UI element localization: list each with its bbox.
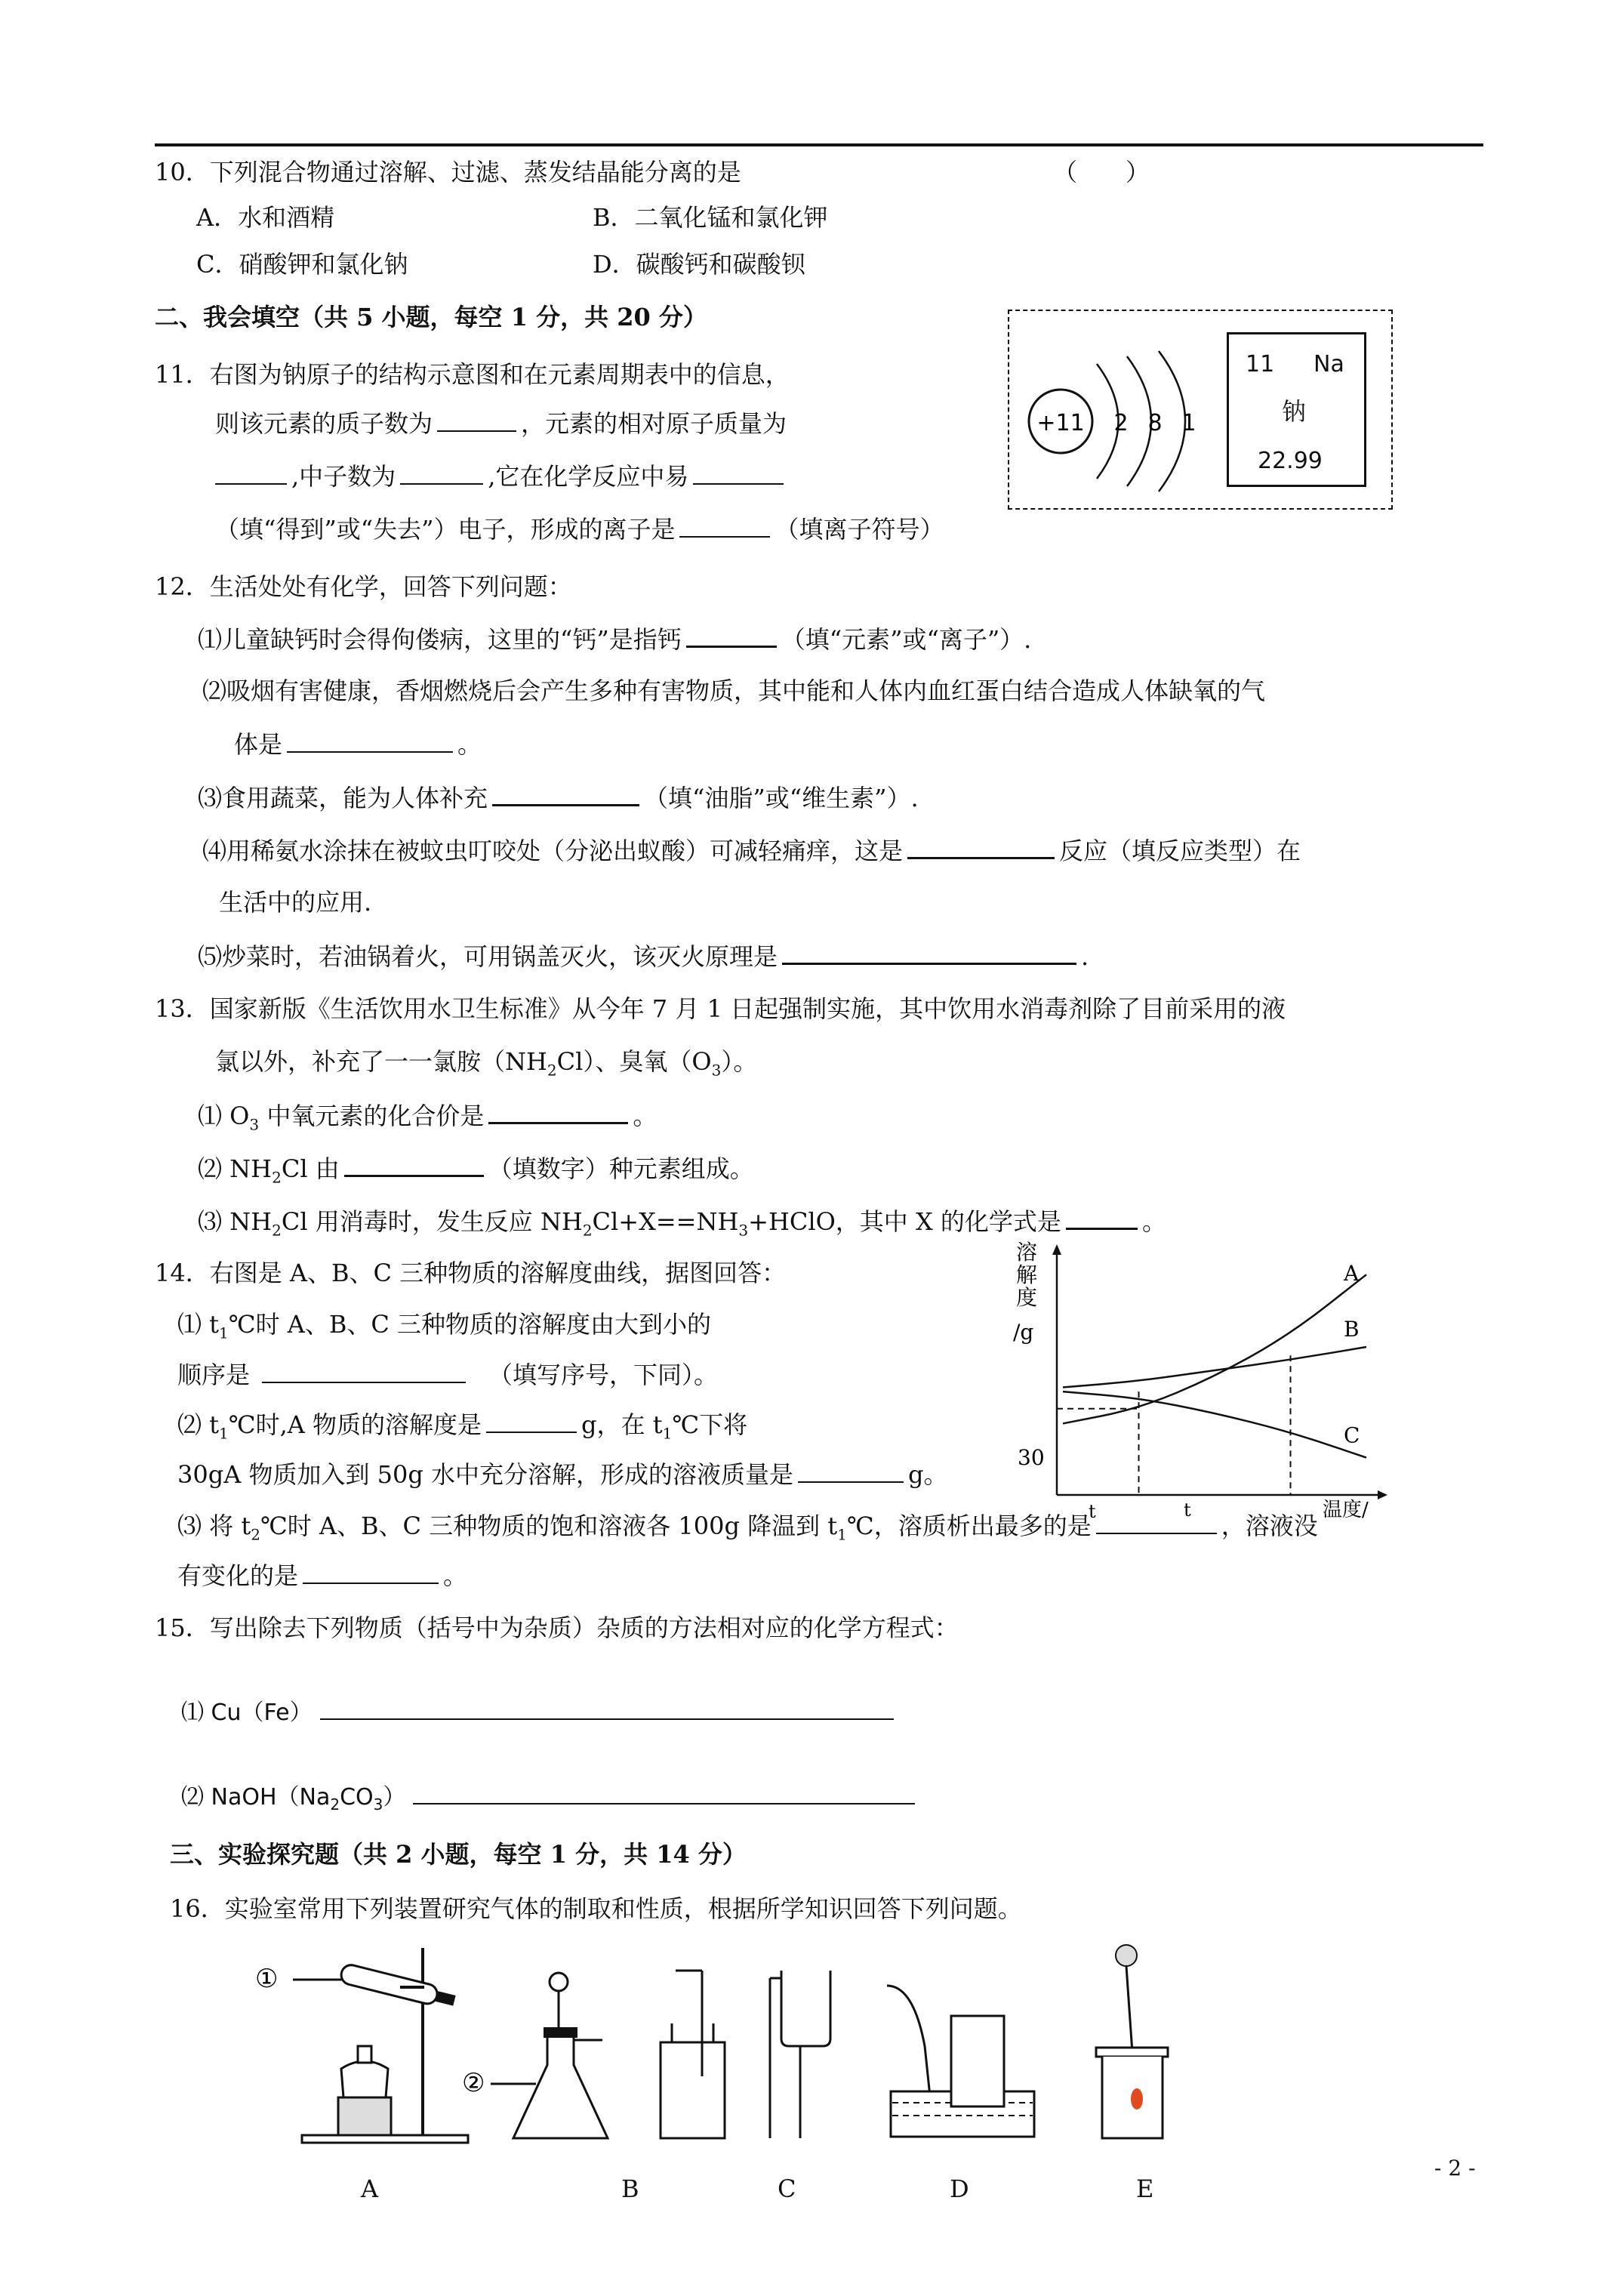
- apparatus-b: [462, 1973, 608, 2138]
- q14-sub: 2: [251, 1525, 260, 1544]
- apparatus-label-d: D: [950, 2174, 969, 2203]
- section-2-heading: 二、我会填空（共 5 小题，每空 1 分，共 20 分）: [155, 303, 707, 331]
- q12-stem: 12．生活处处有化学，回答下列问题：: [155, 572, 572, 601]
- q10-option-a: A．水和酒精: [196, 203, 335, 232]
- q11-text: ,它在化学反应中易: [488, 462, 689, 491]
- q12-part3: [198, 781, 919, 813]
- q11-text: ,中子数为: [291, 462, 396, 491]
- series-label-A: A: [1344, 1261, 1360, 1287]
- q15-text: ⑴ Cu（Fe）: [181, 1700, 313, 1726]
- q13-blank-2[interactable]: [344, 1152, 484, 1177]
- q12-text: ⑸炒菜时，若油锅着火，可用锅盖灭火，该灭火原理是: [198, 942, 778, 971]
- q13-sub: 2: [582, 1221, 593, 1240]
- apparatus-c: [661, 1971, 725, 2138]
- q12-blank-1[interactable]: [686, 623, 777, 648]
- q13-sub: 2: [272, 1168, 282, 1187]
- element-symbol: Na: [1313, 351, 1344, 378]
- q13-text: ⑶ NH: [198, 1207, 273, 1236]
- q12-text: 体是: [234, 730, 283, 759]
- series-label-C: C: [1344, 1422, 1360, 1448]
- q14-part3-line2: [177, 1560, 467, 1591]
- label-mark-2: ②: [462, 2068, 485, 2098]
- q12-text: （填“元素”或“离子”）.: [781, 625, 1032, 654]
- q11-line3: [215, 461, 788, 492]
- q13-sub: 3: [711, 1061, 722, 1080]
- q14-part2-line2: [177, 1459, 948, 1490]
- q11-line4: [215, 513, 944, 544]
- q13-text: Cl 用消毒时，发生反应 NH: [281, 1207, 583, 1236]
- q11-text: ，元素的相对原子质量为: [521, 409, 787, 438]
- y-label-line: 溶: [1016, 1240, 1038, 1265]
- q12-blank-4[interactable]: [907, 834, 1055, 859]
- q14-text: g。: [908, 1460, 948, 1489]
- q12-blank-5[interactable]: [782, 940, 1076, 965]
- q13-part2: [198, 1152, 754, 1192]
- x-axis-arrow-icon: [1378, 1490, 1387, 1499]
- q13-text: +HClO，其中 X 的化学式是: [748, 1207, 1061, 1236]
- y-label-line: 度: [1016, 1285, 1038, 1310]
- lab-apparatus-figure: [249, 1940, 1223, 2159]
- q10-option-b: B．二氧化锰和氯化钾: [593, 203, 828, 232]
- apparatus-label-b: B: [621, 2174, 639, 2203]
- q14-text: ⑶ 将 t: [177, 1512, 251, 1540]
- q12-text: ⑷用稀氨水涂抹在被蚊虫叮咬处（分泌出蚁酸）可减轻痛痒，这是: [202, 837, 904, 865]
- q14-text: 30gA 物质加入到 50g 水中充分溶解，形成的溶液质量是: [177, 1460, 794, 1489]
- flame-icon: [1131, 2088, 1143, 2110]
- q12-blank-3[interactable]: [492, 781, 639, 806]
- apparatus-e: [887, 1986, 1034, 2137]
- q13-text: 。: [633, 1102, 658, 1130]
- q14-part1-line1: [177, 1309, 711, 1348]
- q14-text: 顺序是: [177, 1361, 251, 1389]
- q14-blank-2[interactable]: [486, 1409, 577, 1433]
- x-tick-t2: t: [1184, 1499, 1191, 1521]
- y-axis-label: [1013, 1240, 1044, 1345]
- q13-blank-1[interactable]: [488, 1099, 628, 1124]
- apparatus-a: [255, 1948, 468, 2143]
- q13-line1: 13．国家新版《生活饮用水卫生标准》从今年 7 月 1 日起强制实施，其中饮用水消毒剂除了目前采用的液: [155, 994, 1286, 1023]
- q14-text: ℃时 A、B、C 三种物质的饱和溶液各 100g 降温到 t: [260, 1512, 838, 1540]
- solubility-chart: [996, 1238, 1389, 1540]
- q13-sub: 2: [547, 1061, 557, 1080]
- q14-text: ，溶液没: [1221, 1512, 1318, 1540]
- q13-text: 中氧元素的化合价是: [259, 1102, 485, 1130]
- q11-line1: 11．右图为钠原子的结构示意图和在元素周期表中的信息，: [155, 360, 790, 389]
- q13-text: ⑵ NH: [198, 1154, 273, 1183]
- nucleus-charge: +11: [1036, 410, 1085, 436]
- q15-text: CO: [340, 1784, 374, 1811]
- shell-electrons-1: 2: [1113, 410, 1129, 436]
- curve-C: [1063, 1391, 1366, 1457]
- q14-blank-5[interactable]: [303, 1560, 439, 1584]
- q13-sub: 3: [249, 1115, 260, 1134]
- x-axis-label: 温度/: [1323, 1499, 1369, 1521]
- q13-text: Cl）、臭氧（O: [556, 1047, 712, 1076]
- q14-sub: 1: [837, 1525, 847, 1544]
- atomic-mass: 22.99: [1258, 448, 1323, 474]
- atomic-number: 11: [1246, 351, 1275, 378]
- q14-blank-3[interactable]: [798, 1459, 904, 1483]
- q14-text: ⑵ t: [177, 1410, 220, 1439]
- q11-text: （填离子符号）: [775, 515, 944, 544]
- q12-text: 反应（填反应类型）在: [1059, 837, 1301, 865]
- q14-sub: 1: [662, 1424, 673, 1443]
- q14-text: 。: [443, 1561, 468, 1590]
- shell-electrons-3: 1: [1181, 410, 1196, 436]
- x-tick-t1: t: [1089, 1501, 1096, 1522]
- q13-part1: [198, 1099, 657, 1139]
- q12-text: ⑴儿童缺钙时会得佝偻病，这里的“钙”是指钙: [198, 625, 682, 654]
- periodic-cell: [1227, 332, 1366, 487]
- q14-text: ℃时 A、B、C 三种物质的溶解度由大到小的: [228, 1310, 712, 1339]
- label-mark-1: ①: [255, 1964, 279, 1994]
- q15-blank-2[interactable]: [413, 1780, 915, 1804]
- q12-text: （填“油脂”或“维生素”）.: [644, 784, 919, 812]
- q13-sub: 2: [272, 1221, 282, 1240]
- q14-blank-1[interactable]: [262, 1359, 466, 1383]
- q12-part4-line2: 生活中的应用.: [219, 888, 372, 917]
- q11-blank-mass[interactable]: [215, 461, 287, 485]
- q14-text: ℃下将: [672, 1410, 748, 1439]
- header-rule: [155, 143, 1483, 146]
- q14-text: ℃，溶质析出最多的是: [846, 1512, 1092, 1540]
- q15-text: ⑵ NaOH（Na: [181, 1784, 331, 1811]
- q14-text: ℃时,A 物质的溶解度是: [228, 1410, 482, 1439]
- shell-electrons-2: 8: [1147, 410, 1163, 436]
- page-number: - 2 -: [1434, 2156, 1476, 2180]
- q15-stem: 15．写出除去下列物质（括号中为杂质）杂质的方法相对应的化学方程式：: [155, 1613, 959, 1642]
- q15-part1: [181, 1696, 898, 1728]
- y-label-line: 解: [1016, 1262, 1038, 1287]
- y-label-line: /g: [1013, 1320, 1034, 1345]
- q15-sub: 3: [373, 1795, 383, 1814]
- apparatus-label-e: E: [1136, 2174, 1154, 2203]
- q14-part2-line1: [177, 1409, 747, 1448]
- section-3-heading: 三、实验探究题（共 2 小题，每空 1 分，共 14 分）: [170, 1840, 747, 1869]
- q14-sub: 1: [219, 1424, 229, 1443]
- q14-part1-line2: [177, 1359, 718, 1390]
- q14-text: 有变化的是: [177, 1561, 299, 1590]
- q13-text: ）。: [721, 1047, 758, 1076]
- q12-text: 。: [457, 730, 482, 759]
- q13-text: Cl 由: [281, 1154, 340, 1183]
- q15-blank-1[interactable]: [320, 1696, 894, 1720]
- q13-text: ⑴ O: [198, 1102, 250, 1130]
- q13-text: Cl+X==NH: [592, 1207, 739, 1236]
- q13-line2: [215, 1046, 757, 1085]
- q15-part2: [181, 1780, 919, 1820]
- q15-text: ）: [383, 1784, 406, 1811]
- q14-text: g，在 t: [581, 1410, 663, 1439]
- q10-stem: 10．下列混合物通过溶解、过滤、蒸发结晶能分离的是: [155, 158, 741, 186]
- series-label-B: B: [1344, 1317, 1360, 1342]
- apparatus-f: [1096, 1945, 1168, 2138]
- curve-layer: [1057, 1261, 1366, 1495]
- apparatus-d: [770, 1971, 830, 2138]
- q11-text: （填“得到”或“失去”）电子，形成的离子是: [215, 515, 676, 544]
- q13-text: （填数字）种元素组成。: [488, 1154, 754, 1183]
- q12-part2-line1: ⑵吸烟有害健康，香烟燃烧后会产生多种有害物质，其中能和人体内血红蛋白结合造成人体缺氧的气: [202, 676, 1266, 705]
- q13-blank-3[interactable]: [1066, 1205, 1138, 1230]
- q11-line2: [215, 408, 787, 439]
- q11-blank-ion[interactable]: [679, 513, 770, 538]
- y-axis-arrow-icon: [1052, 1244, 1061, 1255]
- q13-sub: 3: [738, 1221, 749, 1240]
- q11-blank-gain-lose[interactable]: [693, 461, 784, 485]
- q10-answer-paren: （ ）: [1053, 158, 1150, 186]
- q11-blank-proton[interactable]: [437, 408, 516, 432]
- q12-part5: [198, 940, 1089, 972]
- q12-text: .: [1081, 942, 1089, 971]
- q14-sub: 1: [219, 1324, 229, 1342]
- q11-text: 则该元素的质子数为: [215, 409, 433, 438]
- q12-part1: [198, 623, 1031, 655]
- q15-sub: 2: [330, 1795, 340, 1814]
- apparatus-label-c: C: [778, 2174, 796, 2203]
- element-name: 钠: [1282, 397, 1307, 426]
- q12-part2-line2: [234, 729, 482, 760]
- q12-part4-line1: [202, 834, 1301, 866]
- y-tick-30: 30: [1018, 1445, 1045, 1470]
- q14-text: （填写序号，下同）。: [488, 1361, 719, 1389]
- q12-blank-2[interactable]: [287, 729, 453, 753]
- q10-option-d: D．碳酸钙和碳酸钡: [593, 250, 805, 279]
- q11-blank-neutron[interactable]: [400, 461, 483, 485]
- curve-A: [1063, 1274, 1366, 1423]
- q12-text: ⑶食用蔬菜，能为人体补充: [198, 784, 488, 812]
- q16-stem: 16．实验室常用下列装置研究气体的制取和性质，根据所学知识回答下列问题。: [170, 1894, 1022, 1923]
- q10-option-c: C．硝酸钾和氯化钠: [196, 250, 408, 279]
- apparatus-label-a: A: [361, 2174, 379, 2203]
- q14-text: ⑴ t: [177, 1310, 220, 1339]
- q13-text: 。: [1141, 1207, 1166, 1236]
- q13-text: 氯以外，补充了一一氯胺（NH: [215, 1047, 547, 1076]
- q14-stem: 14．右图是 A、B、C 三种物质的溶解度曲线，据图回答：: [155, 1259, 787, 1287]
- curve-B: [1063, 1347, 1366, 1388]
